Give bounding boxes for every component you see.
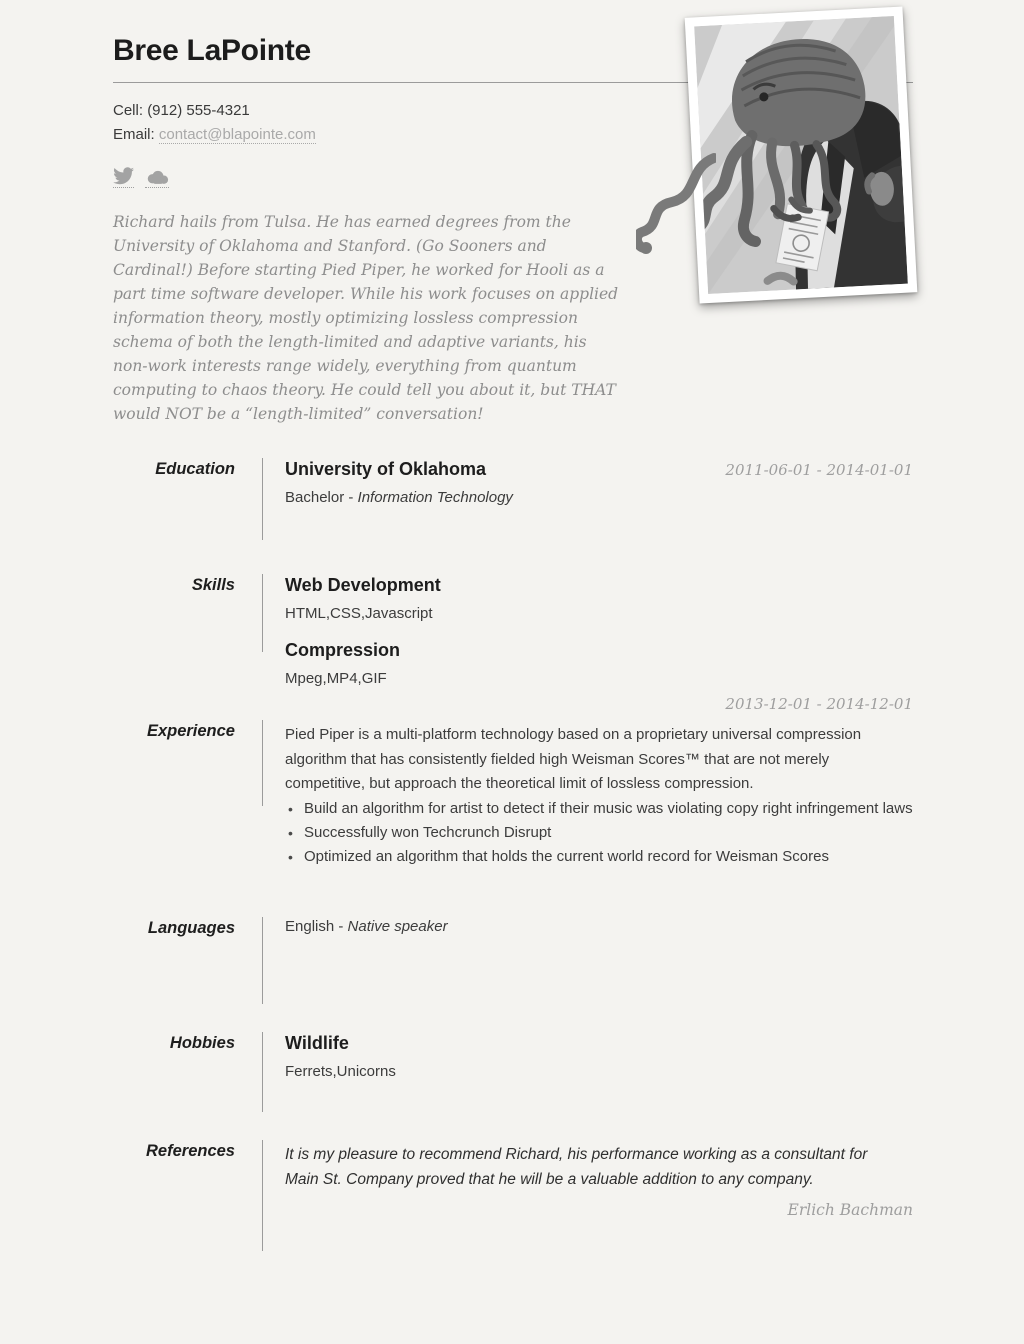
language-fluency: Native speaker [347, 917, 448, 935]
section-label-languages: Languages [147, 918, 235, 937]
skill-name: Compression [285, 640, 401, 660]
education-degree-line [285, 489, 913, 506]
education-date: 2011-06-01 - 2014-01-01 [725, 461, 913, 479]
section-label-experience: Experience [146, 722, 235, 740]
language-name: English - [285, 917, 344, 935]
bio-paragraph: Richard hails from Tulsa. He has earned degrees from the University of Oklahoma and Stanford. (Go Sooners and Cardinal!) Before starting Pied Piper, he worked for Hooli as a part time software developer. While his work focuses on applied information theory, mostly optimizing lossless compression schema of both the length-limited and adaptive variants, his non-work interests range widely, everything from quantum computing to chaos theory. He could tell you about it, but THAT would NOT be a “length-limited” conversation! [113, 213, 619, 423]
hobby-keywords: Ferrets,Unicorns [285, 1062, 396, 1080]
experience-highlights [285, 797, 913, 869]
section-label-education: Education [155, 460, 235, 478]
reference-quote: It is my pleasure to recommend Richard, his performance working as a consultant for Main St. Company proved that he will be a valuable addition to any company. [285, 1145, 868, 1188]
skill-item [285, 574, 913, 622]
skill-name: Web Development [285, 575, 441, 595]
section-experience [113, 720, 913, 869]
education-school: University of Oklahoma [285, 459, 487, 479]
reference-name: Erlich Bachman [787, 1200, 913, 1219]
section-education [113, 458, 913, 540]
twitter-icon [113, 172, 134, 189]
section-label-skills: Skills [191, 576, 235, 594]
page-title: Bree LaPointe [113, 34, 311, 67]
email-label: Email: [113, 126, 155, 143]
language-line [285, 917, 913, 935]
cell-value: (912) 555-4321 [147, 102, 250, 119]
skill-item [285, 639, 913, 687]
education-field: Information Technology [357, 489, 513, 506]
section-references [113, 1140, 913, 1251]
escaping-tentacle-illustration [636, 150, 716, 265]
experience-summary: Pied Piper is a multi-platform technology based on a proprietary universal compression algorithm that has consistently fielded high Weisman Scores™ that are not merely competitive, but approach the theoretical limit of lossless compression. [285, 726, 862, 792]
cthulhu-portrait-photo [694, 16, 908, 294]
experience-highlight: • Build an algorithm for artist to detect if their music was violating copy right infringement laws [285, 797, 913, 821]
experience-highlight: • Successfully won Techcrunch Disrupt [285, 821, 913, 845]
twitter-link[interactable] [113, 167, 134, 188]
soundcloud-link[interactable] [145, 167, 169, 188]
section-hobbies [113, 1032, 913, 1112]
section-languages [113, 917, 913, 1004]
cloud-icon [145, 172, 169, 189]
cell-label: Cell: [113, 102, 144, 119]
section-experience-wrap [113, 695, 913, 869]
email-link[interactable]: contact@blapointe.com [158, 126, 316, 143]
experience-date: 2013-12-01 - 2014-12-01 [725, 695, 913, 713]
skill-keywords: HTML,CSS,Javascript [285, 605, 433, 622]
profile-photo-frame [685, 6, 918, 303]
experience-highlight: • Optimized an algorithm that holds the current world record for Weisman Scores [285, 845, 913, 869]
hobby-name: Wildlife [285, 1032, 349, 1053]
section-skills [113, 574, 913, 687]
skill-keywords: Mpeg,MP4,GIF [285, 670, 387, 687]
education-degree: Bachelor - [285, 489, 354, 506]
section-label-references: References [146, 1141, 235, 1160]
resume-sections [113, 458, 913, 1251]
section-label-hobbies: Hobbies [169, 1033, 235, 1052]
